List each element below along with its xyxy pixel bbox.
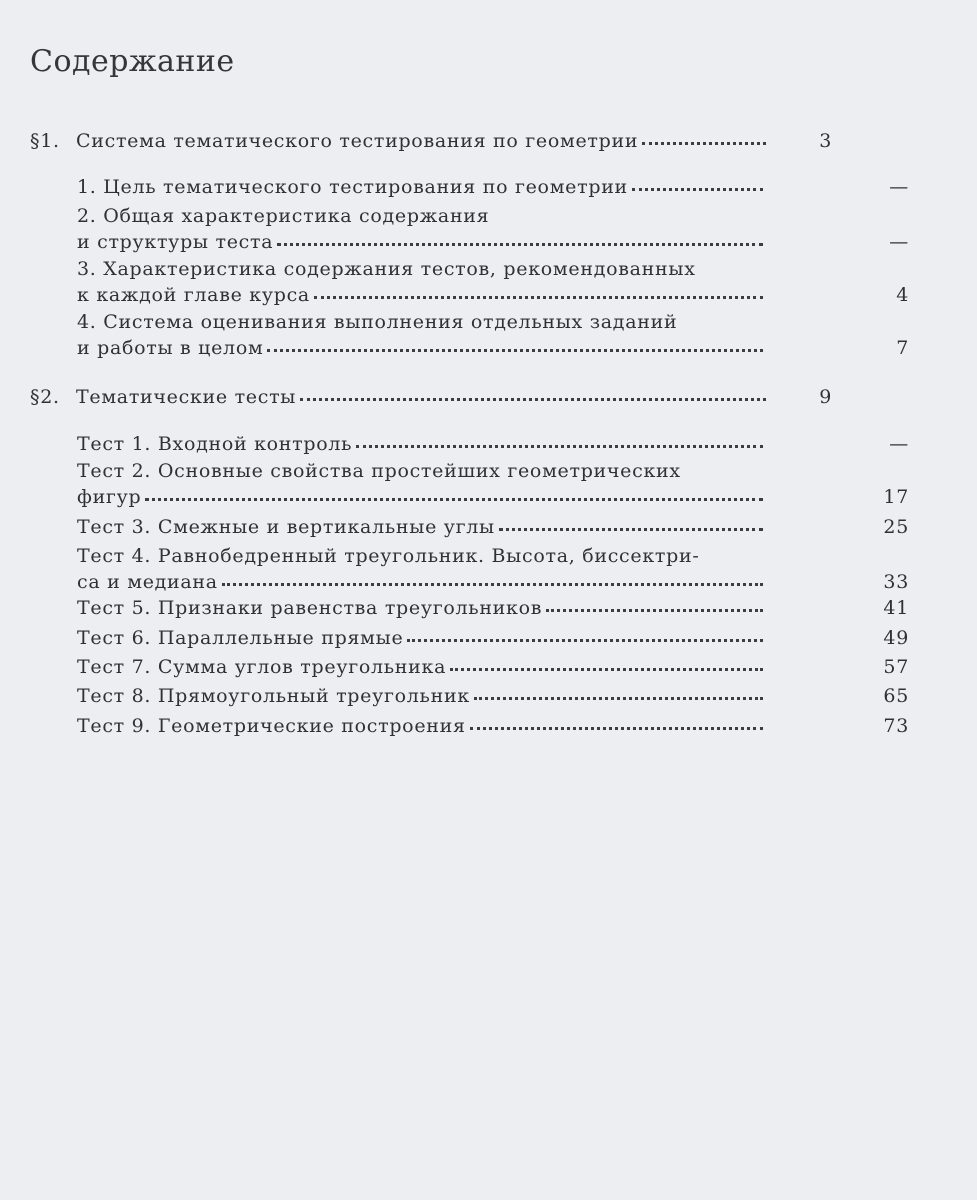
dot-leader — [300, 397, 766, 401]
item-text-line: Тест 2. Основные свойства простейших геометрических — [77, 460, 681, 482]
item-text: Тест 8. Прямоугольный треугольник — [77, 685, 470, 707]
dot-leader — [642, 141, 766, 145]
item-text: и структуры теста — [77, 231, 274, 253]
page-number: 41 — [883, 597, 909, 619]
dot-leader — [407, 638, 763, 642]
page-number: 73 — [883, 715, 909, 737]
page-title: Содержание — [30, 44, 235, 79]
item-text: и работы в целом — [77, 337, 264, 359]
toc-item — [0, 431, 977, 457]
dot-leader — [632, 187, 763, 191]
item-text-line: 2. Общая характеристика содержания — [77, 205, 490, 227]
item-text: Тест 9. Геометрические построения — [77, 715, 466, 737]
page-number: 25 — [883, 516, 909, 538]
toc-item — [0, 203, 977, 255]
item-text: Тест 5. Признаки равенства треугольников — [77, 597, 543, 619]
item-text: Тест 1. Входной контроль — [77, 433, 353, 455]
page-number: 65 — [883, 685, 909, 707]
page-number: 57 — [883, 656, 909, 678]
page-number: 9 — [819, 386, 832, 408]
toc-item — [0, 683, 977, 709]
item-text-line: 4. Система оценивания выполнения отдельных заданий — [77, 311, 678, 333]
dot-leader — [546, 608, 763, 612]
toc-item — [0, 514, 977, 540]
section-number: §1. — [30, 130, 60, 152]
dot-leader — [499, 527, 763, 531]
page-number: — — [889, 231, 909, 253]
toc-item — [0, 713, 977, 739]
item-text: фигур — [77, 486, 142, 508]
page-number: 17 — [883, 486, 909, 508]
toc-item — [0, 595, 977, 621]
dot-leader — [314, 295, 763, 299]
toc-section — [0, 384, 900, 410]
item-text: 1. Цель тематического тестирования по геометрии — [77, 176, 628, 198]
dot-leader — [474, 696, 763, 700]
toc-item — [0, 256, 977, 308]
toc-item — [0, 309, 977, 361]
item-text: Тест 6. Параллельные прямые — [77, 627, 404, 649]
section-title: Система тематического тестирования по геометрии — [76, 130, 639, 152]
toc-item — [0, 458, 977, 510]
item-text: к каждой главе курса — [77, 284, 310, 306]
page-number: 7 — [896, 337, 909, 359]
page-number: — — [889, 433, 909, 455]
section-title: Тематические тесты — [76, 386, 297, 408]
dot-leader — [356, 444, 763, 448]
dot-leader — [267, 348, 763, 352]
item-text: Тест 3. Смежные и вертикальные углы — [77, 516, 495, 538]
dot-leader — [277, 242, 763, 246]
page-number: 4 — [896, 284, 909, 306]
dot-leader — [222, 582, 763, 586]
page-number: — — [889, 176, 909, 198]
toc-item — [0, 543, 977, 595]
toc-section — [0, 128, 900, 154]
page-number: 3 — [819, 130, 832, 152]
item-text: Тест 7. Сумма углов треугольника — [77, 656, 447, 678]
item-text-line: Тест 4. Равнобедренный треугольник. Высота, биссектри- — [77, 545, 700, 567]
toc-item — [0, 625, 977, 651]
page-number: 33 — [883, 571, 909, 593]
item-text-line: 3. Характеристика содержания тестов, рекомендованных — [77, 258, 696, 280]
toc-item — [0, 174, 977, 200]
item-text: са и медиана — [77, 571, 218, 593]
section-number: §2. — [30, 386, 60, 408]
page-number: 49 — [883, 627, 909, 649]
dot-leader — [145, 497, 763, 501]
dot-leader — [450, 667, 763, 671]
dot-leader — [470, 726, 763, 730]
toc-item — [0, 654, 977, 680]
